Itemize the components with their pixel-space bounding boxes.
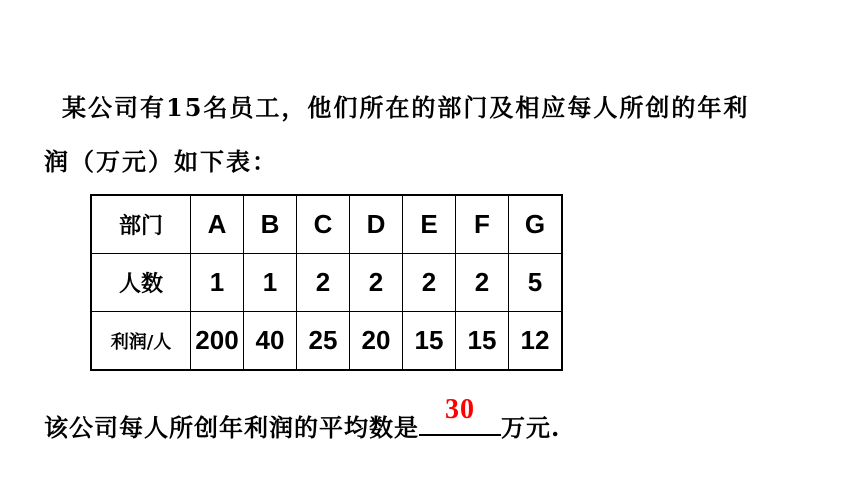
profit-cell: 200 (191, 312, 244, 371)
table-row-profits (91, 312, 562, 371)
count-cell: 2 (403, 254, 456, 312)
profit-cell: 40 (244, 312, 297, 371)
department-cell: A (191, 195, 244, 254)
profit-cell: 15 (456, 312, 509, 371)
count-cell: 2 (456, 254, 509, 312)
row-header-department: 部门 (91, 195, 191, 254)
count-cell: 1 (244, 254, 297, 312)
answer-prefix: 该公司每人所创年利润的平均数是 (44, 413, 419, 442)
profit-cell: 15 (403, 312, 456, 371)
answer-sentence (44, 394, 561, 443)
count-cell: 2 (350, 254, 403, 312)
department-cell: F (456, 195, 509, 254)
department-cell: E (403, 195, 456, 254)
answer-suffix: 万元. (501, 413, 561, 442)
department-cell: B (244, 195, 297, 254)
table-row-counts (91, 254, 562, 312)
count-cell: 1 (191, 254, 244, 312)
profit-cell: 12 (509, 312, 563, 371)
answer-blank (419, 394, 501, 436)
profit-cell: 20 (350, 312, 403, 371)
problem-text-line-1: 某公司有15名员工，他们所在的部门及相应每人所创的年利 (62, 93, 750, 122)
answer-value: 30 (445, 394, 475, 425)
profit-cell: 25 (297, 312, 350, 371)
count-cell: 5 (509, 254, 563, 312)
table-row-departments (91, 195, 562, 254)
department-cell: C (297, 195, 350, 254)
department-cell: D (350, 195, 403, 254)
profit-table (90, 194, 563, 371)
row-header-profit: 利润/人 (91, 312, 191, 371)
count-cell: 2 (297, 254, 350, 312)
row-header-count: 人数 (91, 254, 191, 312)
department-cell: G (509, 195, 563, 254)
problem-text-line-2: 润（万元）如下表： (44, 147, 278, 176)
